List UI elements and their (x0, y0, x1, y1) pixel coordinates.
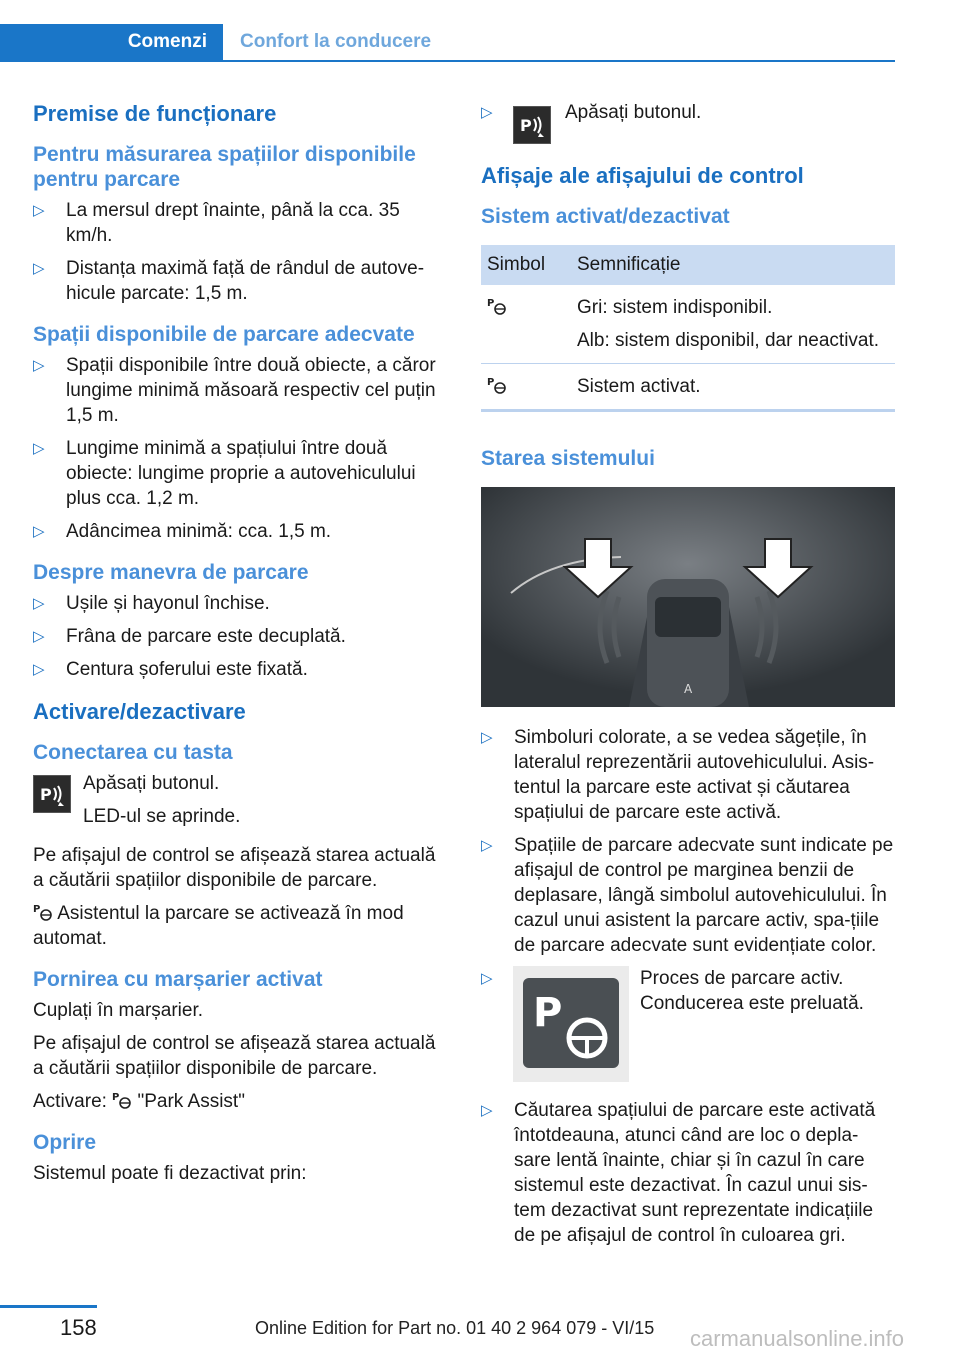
list-item (481, 966, 895, 1090)
park-assist-active-icon (33, 902, 53, 922)
table-header-meaning: Semnificație (571, 245, 895, 285)
heading-measure: Pentru măsurarea spațiilor disponibile pentru parcare (33, 143, 416, 191)
list-item: ▷ Lungime minimă a spațiului între două obiecte: lungime proprie a autovehiculului plus cca. 1,2 m. (33, 438, 416, 509)
list-item: ▷ Frâna de parcare este decuplată. (33, 626, 346, 647)
active-parking-text-2: Conducerea este preluată. (640, 993, 864, 1014)
spaces-list (33, 353, 449, 544)
maneuver-list (33, 591, 449, 682)
bullet-triangle-icon: ▷ (33, 260, 45, 277)
engage-reverse-text: Cuplați în marșarier. (33, 1000, 204, 1021)
symbol-table (481, 245, 895, 412)
bullet-triangle-icon: ▷ (33, 202, 45, 219)
heading-stop: Oprire (33, 1131, 97, 1154)
table-row (481, 364, 895, 411)
table-cell (481, 285, 571, 364)
list-item: ▷ Centura șoferului este fixată. (33, 659, 308, 680)
list-item: ▷ Ușile și hayonul închise. (33, 593, 270, 614)
svg-text:A: A (684, 682, 693, 696)
table-cell: Sistem activat. (571, 364, 895, 411)
list-item: ▷ Simboluri colorate, a se vedea săgețile, în lateralul reprezentării autovehiculului. Asis‐tentul la parcare este activat și căutarea spațiului de parcare este activă. (481, 727, 875, 823)
tab-comenzi[interactable]: Comenzi (0, 24, 223, 60)
table-cell (571, 285, 895, 364)
table-cell (481, 364, 571, 411)
footer-edition: Online Edition for Part no. 01 40 2 964 079 - VI/15 (255, 1318, 655, 1338)
park-assist-icon (112, 1090, 132, 1110)
bullet-triangle-icon: ▷ (33, 595, 45, 612)
table-header-row (481, 245, 895, 285)
bullet-triangle-icon: ▷ (33, 440, 45, 457)
heading-displays: Afișaje ale afișajului de control (481, 163, 804, 188)
table-cell-text: Gri: sistem indisponibil. (577, 297, 773, 318)
list-item: ▷ P Apăsați butonul. (481, 100, 895, 140)
bullet-triangle-icon: ▷ (33, 628, 45, 645)
led-on-text: LED-ul se aprinde. (83, 806, 241, 827)
svg-text:P: P (487, 298, 495, 309)
stop-text: Sistemul poate fi dezactivat prin: (33, 1163, 307, 1184)
table-header-symbol: Simbol (481, 245, 571, 285)
heading-spaces: Spații disponibile de parcare adecvate (33, 323, 415, 346)
list-item: ▷ Adâncimea minimă: cca. 1,5 m. (33, 521, 332, 542)
parking-display-image (481, 487, 895, 707)
tab-confort-la-conducere[interactable]: Confort la conducere (240, 31, 432, 52)
list-item: ▷ La mersul drept înainte, până la cca. 35 km/h. (33, 200, 400, 246)
heading-premise: Premise de funcționare (33, 101, 277, 126)
park-assist-key-row (33, 771, 449, 831)
press-button-list (481, 100, 895, 140)
bullet-triangle-icon: ▷ (33, 357, 45, 374)
list-item: ▷ Distanța maximă față de rândul de autove‐hicule parcate: 1,5 m. (33, 258, 425, 304)
activation-label: Activare: (33, 1091, 107, 1112)
table-cell-text: Alb: sistem disponibil, dar neactivat. (577, 330, 880, 351)
press-button-text: Apăsați butonul. (83, 773, 220, 794)
svg-text:P: P (520, 116, 532, 135)
bullet-triangle-icon: ▷ (33, 661, 45, 678)
status-list (481, 725, 895, 1248)
svg-text:P: P (40, 785, 52, 804)
list-item: ▷ Spații disponibile între două obiecte, a căror lungime minimă măsoară respectiv cel puțin 1,5 m. (33, 355, 436, 426)
right-column (481, 100, 895, 1264)
heading-button: Conectarea cu tasta (33, 741, 233, 764)
bullet-triangle-icon: ▷ (481, 837, 493, 854)
table-row (481, 285, 895, 364)
page-number: 158 (60, 1315, 97, 1340)
park-assist-label: "Park Assist" (137, 1091, 245, 1112)
activation-line (33, 1089, 449, 1114)
left-column (33, 100, 449, 1194)
bullet-triangle-icon: ▷ (33, 523, 45, 540)
park-assist-on-icon (487, 375, 507, 395)
bullet-triangle-icon: ▷ (481, 729, 493, 746)
header-divider (0, 60, 895, 62)
active-parking-icon (513, 966, 629, 1082)
heading-reverse: Pornirea cu marșarier activat (33, 968, 323, 991)
auto-activate-para (33, 901, 449, 951)
svg-text:P: P (33, 904, 41, 915)
bullet-triangle-icon: ▷ (481, 970, 493, 987)
measure-list (33, 198, 449, 306)
header-tabs (0, 24, 895, 62)
park-assist-button-icon (513, 106, 551, 144)
footer-divider (0, 1305, 97, 1308)
auto-activate-text: Asistentul la parcare se activează în mod automat. (33, 903, 404, 949)
heading-activation: Activare/dezactivare (33, 699, 246, 724)
park-assist-off-icon (487, 296, 507, 316)
heading-maneuver: Despre manevra de parcare (33, 561, 309, 584)
svg-text:P: P (487, 377, 495, 388)
heading-onoff: Sistem activat/dezactivat (481, 205, 730, 228)
bullet-triangle-icon: ▷ (481, 1102, 493, 1119)
watermark: carmanualsonline.info (690, 1326, 905, 1351)
bullet-triangle-icon: ▷ (481, 104, 493, 121)
active-parking-text-1: Proces de parcare activ. (640, 968, 844, 989)
park-assist-button-icon (33, 775, 71, 813)
list-item: ▷ Spațiile de parcare adecvate sunt indicate pe afișajul de control pe marginea benzii de deplasare, lângă simbolul autovehiculului. În cazul unui asistent la parcare activ, spa‐țiile de parcare adecvate sunt evidențiate color. (481, 835, 894, 956)
display-status-text: Pe afișajul de control se afișează starea actuală a căutării spațiilor disponibile de parcare. (33, 845, 436, 891)
svg-text:P: P (533, 990, 563, 1036)
svg-text:P: P (112, 1092, 120, 1103)
list-item: ▷ Căutarea spațiului de parcare este activată întotdeauna, atunci când are loc o depla‐sare lentă înainte, chiar și în cazul în care sistemul este dezactivat. În cazul unui sis‐tem dezactivat sunt reprezentate indicațiile de pe afișajul de control în culoarea gri. (481, 1100, 876, 1246)
display-status-text-2: Pe afișajul de control se afișează starea actuală a căutării spațiilor disponibile de parcare. (33, 1033, 436, 1079)
heading-status: Starea sistemului (481, 447, 655, 470)
